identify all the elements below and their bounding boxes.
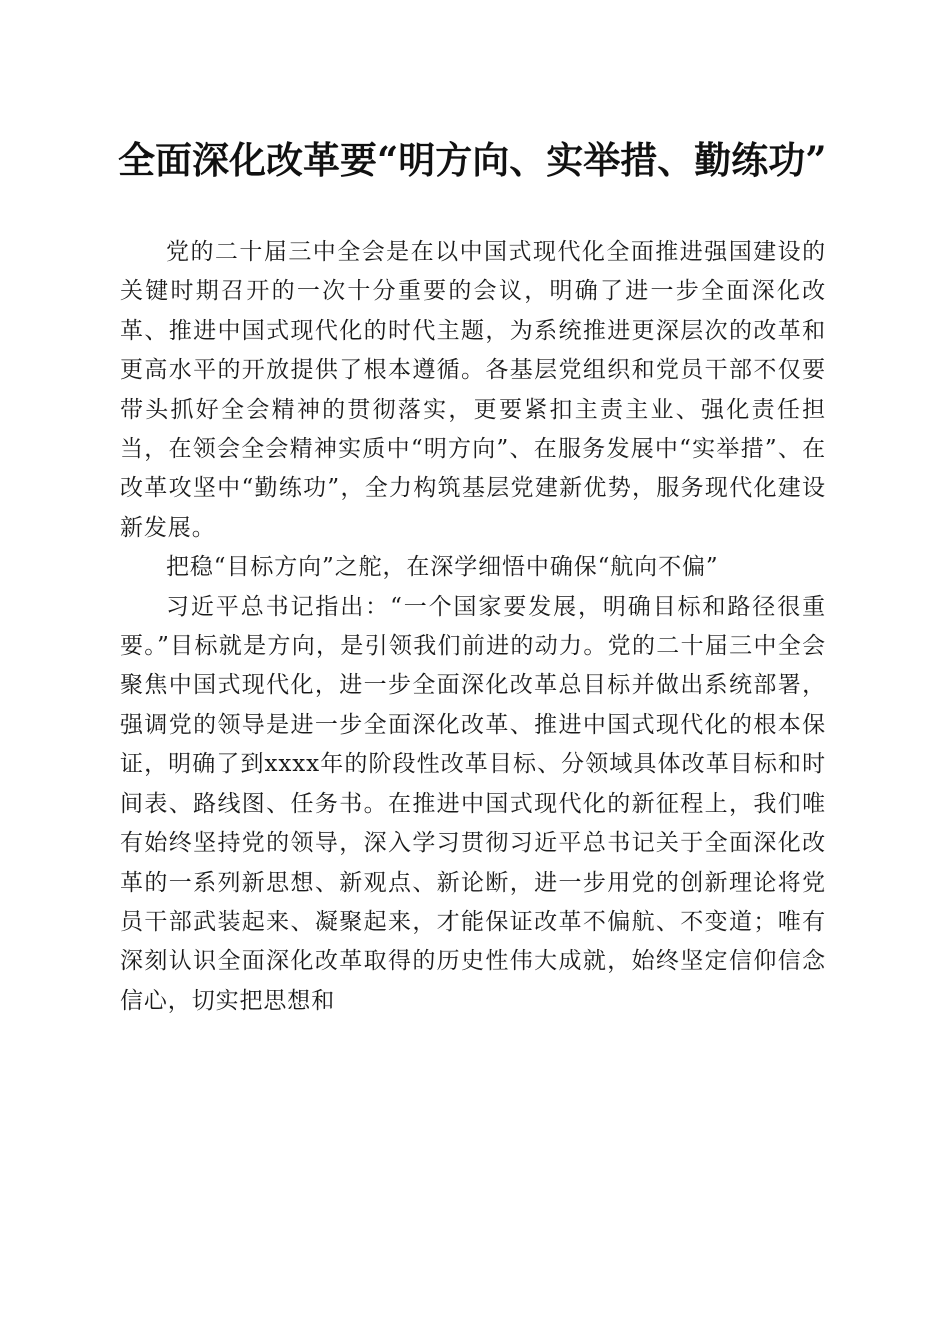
paragraph-goal-direction: 习近平总书记指出：“一个国家要发展，明确目标和路径很重要。”目标就是方向，是引领我们前进的动力。党的二十届三中全会聚焦中国式现代化，进一步全面深化改革总目标并做出系统部署，强调党的领导是进一步全面深化改革、推进中国式现代化的根本保证，明确了到xxxx年的阶段性改革目标、分领域具体改革目标和时间表、路线图、任务书。在推进中国式现代化的新征程上，我们唯有始终坚持党的领导，深入学习贯彻习近平总书记关于全面深化改革的一系列新思想、新观点、新论断，进一步用党的创新理论将党员干部武装起来、凝聚起来，才能保证改革不偏航、不变道；唯有深刻认识全面深化改革取得的历史性伟大成就，始终坚定信仰信念信心，切实把思想和 [120,593,826,1014]
paragraph-section-heading: 把稳“目标方向”之舵，在深学细悟中确保“航向不偏” [166,554,719,581]
document-title: 全面深化改革要“明方向、实举措、勤练功” [118,138,827,182]
document-body [120,233,826,1021]
paragraph-intro: 党的二十届三中全会是在以中国式现代化全面推进强国建设的关键时期召开的一次十分重要的会议，明确了进一步全面深化改革、推进中国式现代化的时代主题，为系统推进更深层次的改革和更高水平的开放提供了根本遵循。各基层党组织和党员干部不仅要带头抓好全会精神的贯彻落实，更要紧扣主责主业、强化责任担当，在领会全会精神实质中“明方向”、在服务发展中“实举措”、在改革攻坚中“勤练功”，全力构筑基层党建新优势，服务现代化建设新发展。 [120,239,826,541]
